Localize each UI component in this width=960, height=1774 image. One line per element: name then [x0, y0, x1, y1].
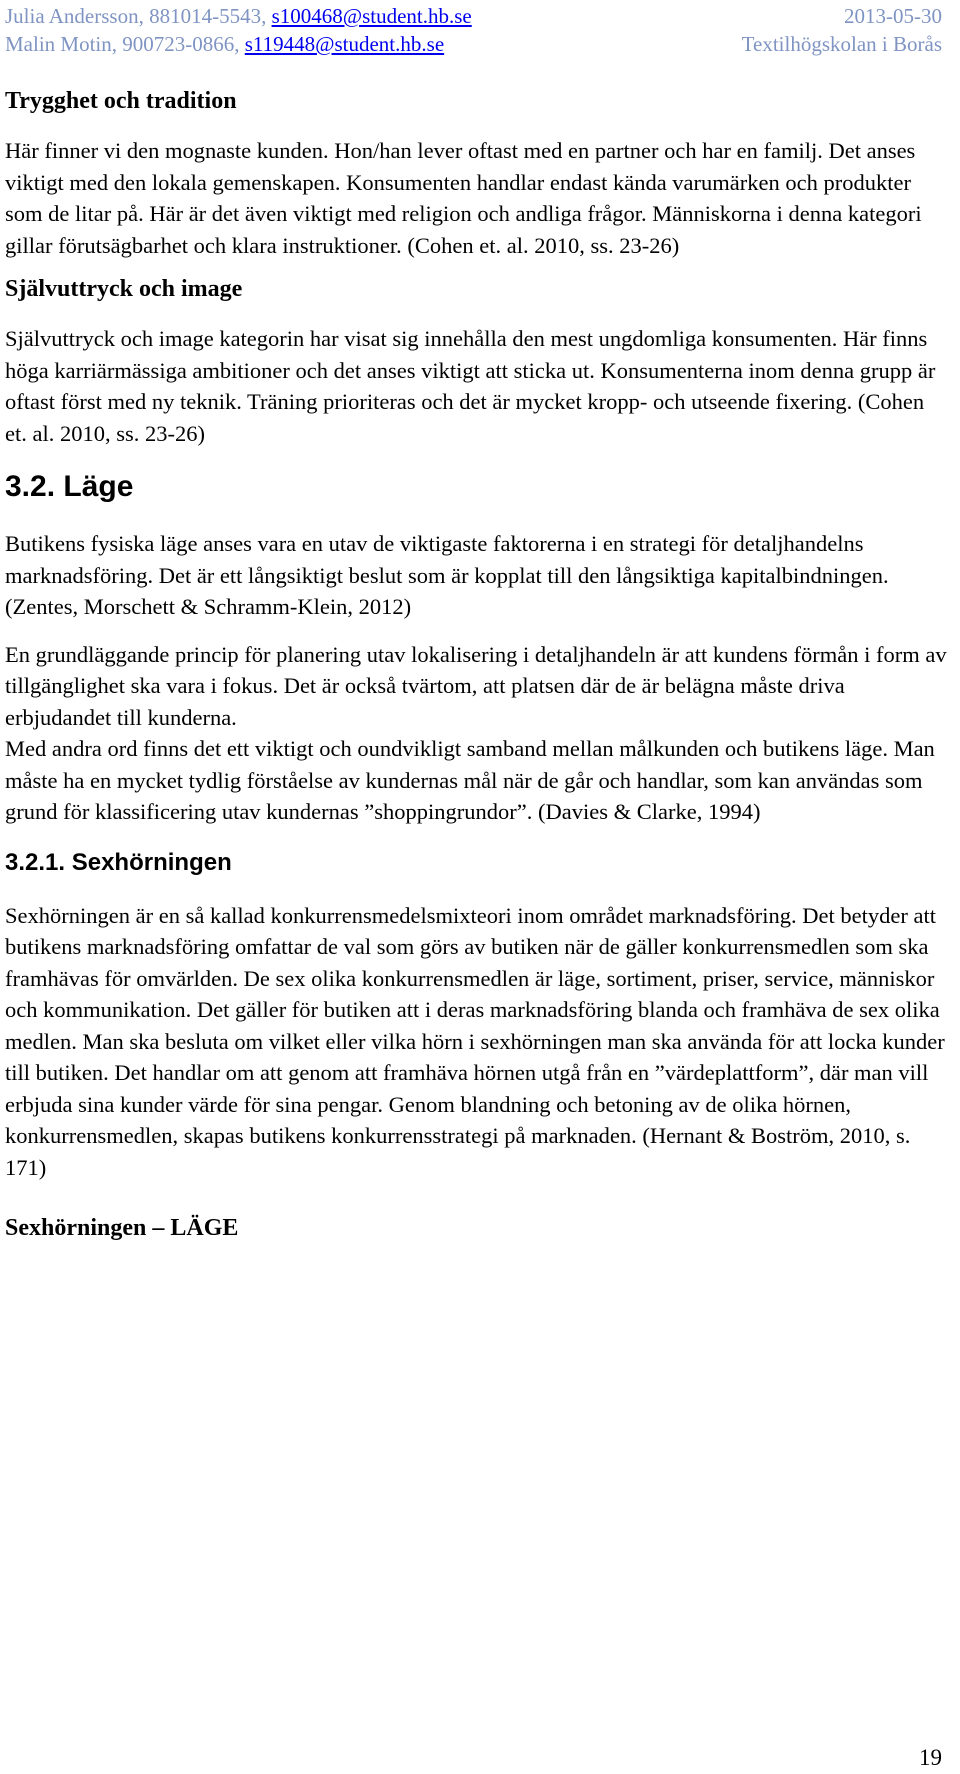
- heading-sexhorningen-lage: Sexhörningen – LÄGE: [5, 1215, 239, 1241]
- heading-trygghet: Trygghet och tradition: [5, 88, 237, 114]
- author-2-email-link[interactable]: s119448@student.hb.se: [244, 32, 445, 56]
- heading-sjalvuttryck: Självuttryck och image: [5, 276, 243, 302]
- page-header: [5, 2, 942, 58]
- author-2-name: Malin Motin, 900723-0866,: [5, 32, 245, 56]
- paragraph-sexhorningen: Sexhörningen är en så kallad konkurrensmedelsmixteori inom området marknadsföring. Det betyder att butikens marknadsföring omfattar de val som görs av butiken när de gäller konkurrensmedlen som ska framhävas för omvärlden. De sex olika konkurrensmedlen är läge, sortiment, priser, service, människor och kommunikation. Det gäller för butiken att i deras marknadsföring blanda och framhäva de sex olika medlen. Man ska besluta om vilket eller vilka hörn i sexhörningen man ska använda för att locka kunder till butiken. Det handlar om att genom att framhäva hörnen utgå från en ”värdeplattform”, där man vill erbjuda sina kunder värde för sina pengar. Genom blandning och betoning av de olika hörnen, konkurrensmedlen, skapas butikens konkurrensstrategi på marknaden. (Hernant & Boström, 2010, s. 171): [5, 902, 945, 1180]
- header-author-1: [5, 2, 472, 30]
- header-institution: Textilhögskolan i Borås: [741, 32, 942, 56]
- paragraph-lage-3: Med andra ord finns det ett viktigt och oundvikligt samband mellan målkunden och butikens läge. Man måste ha en mycket tydlig förståelse av kundernas mål när de går och handlar, som kan användas som grund för klassificering utav kundernas ”shoppingrundor”. (Davies & Clarke, 1994): [5, 736, 935, 824]
- header-author-2: [5, 30, 444, 58]
- heading-lage: 3.2. Läge: [5, 470, 134, 503]
- paragraph-sjalvuttryck: Självuttryck och image kategorin har visat sig innehålla den mest ungdomliga konsumenten. Här finns höga karriärmässiga ambitioner och det anses viktigt att sticka ut. Konsumenterna inom denna grupp är oftast först med ny teknik. Träning prioriteras och det är mycket kropp- och utseende fixering. (Cohen et. al. 2010, ss. 23-26): [5, 326, 936, 446]
- header-row-2: [5, 30, 942, 58]
- paragraph-trygghet: Här finner vi den mognaste kunden. Hon/han lever oftast med en partner och har en familj. Det anses viktigt med den lokala gemenskapen. Konsumenten handlar endast kända varumärken och produkter som de litar på. Här är det även viktigt med religion och andliga frågor. Människorna i denna kategori gillar förutsägbarhet och klara instruktioner. (Cohen et. al. 2010, ss. 23-26): [5, 138, 922, 258]
- header-date: 2013-05-30: [844, 4, 942, 28]
- document-body: [5, 86, 950, 1243]
- author-1-name: Julia Andersson, 881014-5543,: [5, 4, 272, 28]
- paragraph-lage-1: Butikens fysiska läge anses vara en utav de viktigaste faktorerna i en strategi för detaljhandelns marknadsföring. Det är ett långsiktigt beslut som är kopplat till den långsiktiga kapitalbindningen. (Zentes, Morschett & Schramm-Klein, 2012): [5, 531, 889, 619]
- author-1-email-link[interactable]: s100468@student.hb.se: [271, 4, 472, 28]
- heading-sexhorningen: 3.2.1. Sexhörningen: [5, 848, 232, 876]
- page-number: 19: [919, 1745, 942, 1770]
- paragraph-lage-2: En grundläggande princip för planering utav lokalisering i detaljhandeln är att kundens förmån i form av tillgänglighet ska vara i fokus. Det är också tvärtom, att platsen där de är belägna måste driva erbjudandet till kunderna.: [5, 641, 947, 730]
- header-row-1: [5, 2, 942, 30]
